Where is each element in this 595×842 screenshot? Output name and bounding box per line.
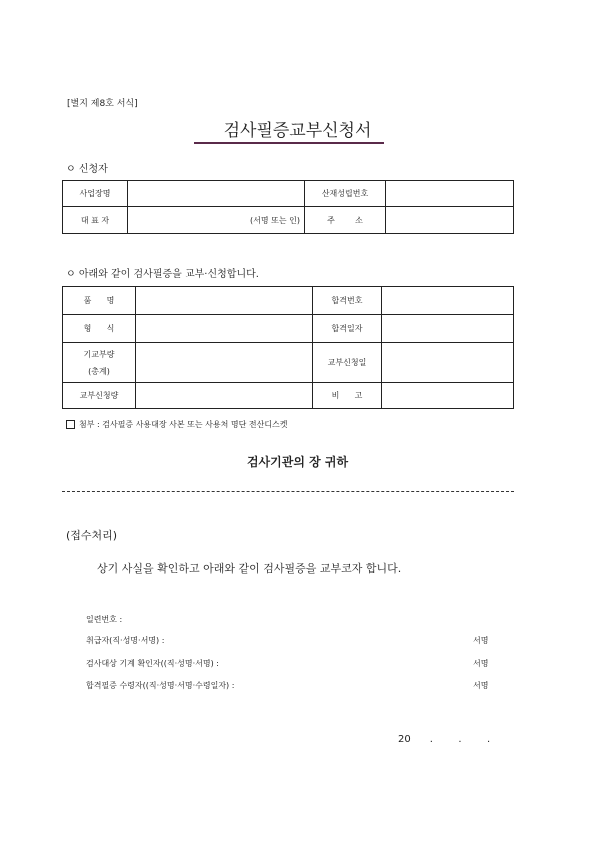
handler-label: 취급자(직·성명·서명) : [86, 636, 165, 645]
addressee: 검사기관의 장 귀하 [246, 455, 349, 469]
issue-date-label: 교부신청일 [313, 343, 382, 383]
issue-date-field[interactable] [382, 343, 514, 383]
pass-date-field[interactable] [382, 315, 514, 343]
inspector-label: 검사대상 기계 확인자((직·성명·서명) : [86, 659, 219, 668]
representative-label: 대 표 자 [63, 207, 128, 234]
serial-no-label: 일련번호 : [86, 615, 123, 624]
receipt-heading: (접수처리) [66, 529, 118, 542]
attachment-note [66, 419, 288, 430]
item-name-field[interactable] [136, 287, 313, 315]
sign-note: (서명 또는 인) [250, 215, 300, 225]
cut-line [62, 491, 514, 492]
inspector-signature: 서명 [473, 659, 489, 668]
issued-qty-label-line1: 기교부량 [83, 349, 115, 359]
confirmation-statement: 상기 사실을 확인하고 아래와 같이 검사필증을 교부코자 합니다. [97, 562, 402, 575]
remarks-field[interactable] [382, 383, 514, 409]
model-field[interactable] [136, 315, 313, 343]
issued-qty-label-line2: (총계) [88, 366, 110, 376]
applicant-table [62, 180, 514, 234]
recipient-label: 합격필증 수령자((직·성명·서명·수령일자) : [86, 681, 235, 690]
attachment-text: 첨부 : 검사필증 사용대장 사본 또는 사용처 명단 전산디스켓 [79, 420, 288, 429]
recipient-signature: 서명 [473, 681, 489, 690]
model-label: 형 식 [63, 315, 136, 343]
business-name-label: 사업장명 [63, 181, 128, 207]
business-name-field[interactable] [128, 181, 305, 207]
pass-no-label: 합격번호 [313, 287, 382, 315]
issued-qty-label [63, 343, 136, 383]
representative-field[interactable] [128, 207, 305, 234]
requested-qty-field[interactable] [136, 383, 313, 409]
applicant-section-heading: ㅇ 신청자 [66, 164, 108, 175]
requested-qty-label: 교부신청량 [63, 383, 136, 409]
address-field[interactable] [386, 207, 514, 234]
industrial-safety-no-label: 산재성립번호 [305, 181, 386, 207]
handler-signature: 서명 [473, 636, 489, 645]
remarks-label: 비 고 [313, 383, 382, 409]
request-table [62, 286, 514, 409]
request-section-heading: ㅇ 아래와 같이 검사필증을 교부·신청합니다. [66, 269, 259, 280]
form-number-label: [별지 제8호 서식] [67, 99, 138, 109]
pass-date-label: 합격일자 [313, 315, 382, 343]
page-title: 검사필증교부신청서 [223, 121, 372, 141]
attachment-checkbox-icon [66, 420, 75, 429]
industrial-safety-no-field[interactable] [386, 181, 514, 207]
issued-qty-field[interactable] [136, 343, 313, 383]
pass-no-field[interactable] [382, 287, 514, 315]
item-name-label: 품 명 [63, 287, 136, 315]
address-label: 주 소 [305, 207, 386, 234]
date-line: 20 . . . [398, 734, 491, 745]
title-underline [194, 142, 384, 144]
